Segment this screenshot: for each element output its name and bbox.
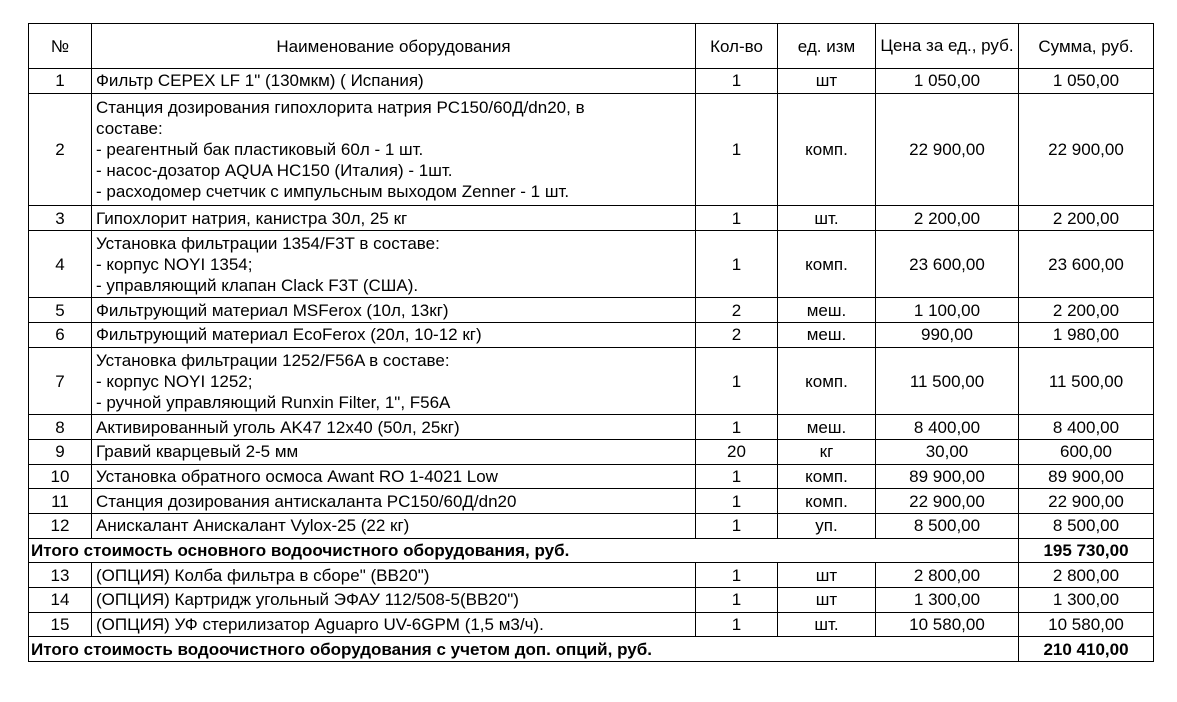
- table-row: [29, 514, 1154, 539]
- row-sum: 8 400,00: [1019, 415, 1154, 440]
- row-num: 4: [29, 230, 92, 298]
- row-name-line: (ОПЦИЯ) Колба фильтра в сборе" (ВВ20"): [96, 565, 430, 585]
- row-unit: меш.: [778, 415, 876, 440]
- row-num: 11: [29, 489, 92, 514]
- row-sum: 600,00: [1019, 439, 1154, 464]
- row-qty: 1: [696, 230, 778, 298]
- row-price: 10 580,00: [876, 612, 1019, 637]
- header-sum: Сумма, руб.: [1019, 24, 1154, 69]
- table-row: [29, 439, 1154, 464]
- header-qty: Кол-во: [696, 24, 778, 69]
- table-row: [29, 415, 1154, 440]
- row-unit: комп.: [778, 93, 876, 206]
- row-num: 10: [29, 464, 92, 489]
- row-name: [92, 514, 696, 539]
- row-name: [92, 612, 696, 637]
- header-unit: ед. изм: [778, 24, 876, 69]
- row-price: 8 400,00: [876, 415, 1019, 440]
- row-name: [92, 587, 696, 612]
- row-price: 1 100,00: [876, 298, 1019, 323]
- row-unit: шт.: [778, 612, 876, 637]
- row-qty: 1: [696, 415, 778, 440]
- row-price: 1 050,00: [876, 69, 1019, 94]
- row-num: 1: [29, 69, 92, 94]
- row-name: [92, 563, 696, 588]
- table-row: [29, 230, 1154, 298]
- row-num: 8: [29, 415, 92, 440]
- row-name: [92, 347, 696, 415]
- row-name-line: составе:: [96, 118, 163, 138]
- row-name-line: - реагентный бак пластиковый 60л - 1 шт.: [96, 139, 424, 159]
- total-row: [29, 637, 1154, 662]
- row-sum: 1 050,00: [1019, 69, 1154, 94]
- row-unit: шт.: [778, 206, 876, 231]
- row-num: 14: [29, 587, 92, 612]
- row-name-line: - расходомер счетчик с импульсным выходом Zenner - 1 шт.: [96, 181, 570, 201]
- row-num: 9: [29, 439, 92, 464]
- row-name-line: Станция дозирования антискаланта PC150/60Д/dn20: [96, 491, 517, 511]
- table-body: [29, 69, 1154, 662]
- row-unit: меш.: [778, 298, 876, 323]
- row-num: 6: [29, 323, 92, 348]
- row-name-line: Активированный уголь AK47 12x40 (50л, 25кг): [96, 417, 460, 437]
- row-price: 2 800,00: [876, 563, 1019, 588]
- row-name: [92, 464, 696, 489]
- row-name: [92, 230, 696, 298]
- subtotal-row-value: 195 730,00: [1019, 538, 1154, 563]
- row-price: 1 300,00: [876, 587, 1019, 612]
- row-name: [92, 439, 696, 464]
- row-qty: 2: [696, 323, 778, 348]
- row-sum: 10 580,00: [1019, 612, 1154, 637]
- row-qty: 2: [696, 298, 778, 323]
- row-name-line: - корпус NOYI 1252;: [96, 371, 253, 391]
- header-name: Наименование оборудования: [92, 24, 696, 69]
- header-price: Цена за ед., руб.: [876, 24, 1019, 69]
- row-price: 30,00: [876, 439, 1019, 464]
- row-name-line: Установка обратного осмоса Awant RO 1-4021 Low: [96, 466, 498, 486]
- equipment-table: [28, 23, 1154, 662]
- table-row: [29, 489, 1154, 514]
- row-num: 15: [29, 612, 92, 637]
- row-unit: уп.: [778, 514, 876, 539]
- total-row-value: 210 410,00: [1019, 637, 1154, 662]
- row-name-line: Фильтрующий материал MSFerox (10л, 13кг): [96, 300, 449, 320]
- row-unit: комп.: [778, 347, 876, 415]
- row-num: 2: [29, 93, 92, 206]
- row-qty: 1: [696, 612, 778, 637]
- row-name-line: - управляющий клапан Clack F3T (США).: [96, 275, 419, 295]
- row-price: 2 200,00: [876, 206, 1019, 231]
- row-qty: 20: [696, 439, 778, 464]
- row-unit: шт: [778, 587, 876, 612]
- row-name-line: Анискалант Анискалант Vylox-25 (22 кг): [96, 516, 410, 536]
- header-row: [29, 24, 1154, 69]
- row-unit: шт: [778, 563, 876, 588]
- row-name-line: (ОПЦИЯ) Картридж угольный ЭФАУ 112/508-5(ВВ20"): [96, 590, 519, 610]
- row-price: 11 500,00: [876, 347, 1019, 415]
- row-name-line: Установка фильтрации 1252/F56A в составе:: [96, 350, 450, 370]
- subtotal-row: [29, 538, 1154, 563]
- row-sum: 8 500,00: [1019, 514, 1154, 539]
- table-row: [29, 587, 1154, 612]
- row-sum: 22 900,00: [1019, 93, 1154, 206]
- row-qty: 1: [696, 347, 778, 415]
- row-qty: 1: [696, 206, 778, 231]
- row-unit: кг: [778, 439, 876, 464]
- row-name: [92, 93, 696, 206]
- row-price: 22 900,00: [876, 489, 1019, 514]
- row-price: 22 900,00: [876, 93, 1019, 206]
- row-num: 3: [29, 206, 92, 231]
- row-price: 89 900,00: [876, 464, 1019, 489]
- row-unit: шт: [778, 69, 876, 94]
- row-name-line: Установка фильтрации 1354/F3T в составе:: [96, 233, 440, 253]
- row-name: [92, 415, 696, 440]
- row-sum: 22 900,00: [1019, 489, 1154, 514]
- row-name: [92, 298, 696, 323]
- row-price: 23 600,00: [876, 230, 1019, 298]
- row-qty: 1: [696, 93, 778, 206]
- row-price: 990,00: [876, 323, 1019, 348]
- row-name-line: - ручной управляющий Runxin Filter, 1", F56A: [96, 392, 451, 412]
- row-name-line: Фильтр CEPEX LF 1" (130мкм) ( Испания): [96, 71, 424, 91]
- table-row: [29, 563, 1154, 588]
- row-name: [92, 489, 696, 514]
- row-qty: 1: [696, 489, 778, 514]
- row-num: 5: [29, 298, 92, 323]
- row-num: 12: [29, 514, 92, 539]
- row-qty: 1: [696, 563, 778, 588]
- row-name-line: (ОПЦИЯ) УФ стерилизатор Aguapro UV-6GPM (1,5 м3/ч).: [96, 614, 544, 634]
- row-unit: комп.: [778, 230, 876, 298]
- row-num: 13: [29, 563, 92, 588]
- row-qty: 1: [696, 464, 778, 489]
- table-row: [29, 323, 1154, 348]
- table-row: [29, 347, 1154, 415]
- row-num: 7: [29, 347, 92, 415]
- row-name: [92, 323, 696, 348]
- table-row: [29, 206, 1154, 231]
- row-sum: 1 300,00: [1019, 587, 1154, 612]
- table-row: [29, 93, 1154, 206]
- row-qty: 1: [696, 514, 778, 539]
- row-qty: 1: [696, 69, 778, 94]
- row-name: [92, 69, 696, 94]
- row-name-line: Гипохлорит натрия, канистра 30л, 25 кг: [96, 208, 408, 228]
- row-qty: 1: [696, 587, 778, 612]
- table-row: [29, 69, 1154, 94]
- row-sum: 2 200,00: [1019, 206, 1154, 231]
- row-sum: 23 600,00: [1019, 230, 1154, 298]
- row-sum: 2 800,00: [1019, 563, 1154, 588]
- table-row: [29, 612, 1154, 637]
- total-row-label: Итого стоимость водоочистного оборудования с учетом доп. опций, руб.: [29, 637, 1019, 662]
- table-row: [29, 298, 1154, 323]
- row-unit: комп.: [778, 489, 876, 514]
- row-name-line: Фильтрующий материал EcoFerox (20л, 10-12 кг): [96, 325, 482, 345]
- row-sum: 11 500,00: [1019, 347, 1154, 415]
- row-name: [92, 206, 696, 231]
- row-price: 8 500,00: [876, 514, 1019, 539]
- row-sum: 2 200,00: [1019, 298, 1154, 323]
- subtotal-row-label: Итого стоимость основного водоочистного оборудования, руб.: [29, 538, 1019, 563]
- row-sum: 89 900,00: [1019, 464, 1154, 489]
- row-sum: 1 980,00: [1019, 323, 1154, 348]
- table-row: [29, 464, 1154, 489]
- row-name-line: Гравий кварцевый 2-5 мм: [96, 442, 299, 462]
- row-name-line: Станция дозирования гипохлорита натрия PC150/60Д/dn20, в: [96, 97, 585, 117]
- header-num: №: [29, 24, 92, 69]
- row-unit: меш.: [778, 323, 876, 348]
- row-unit: комп.: [778, 464, 876, 489]
- row-name-line: - корпус NOYI 1354;: [96, 254, 253, 274]
- row-name-line: - насос-дозатор AQUA HC150 (Италия) - 1шт.: [96, 160, 453, 180]
